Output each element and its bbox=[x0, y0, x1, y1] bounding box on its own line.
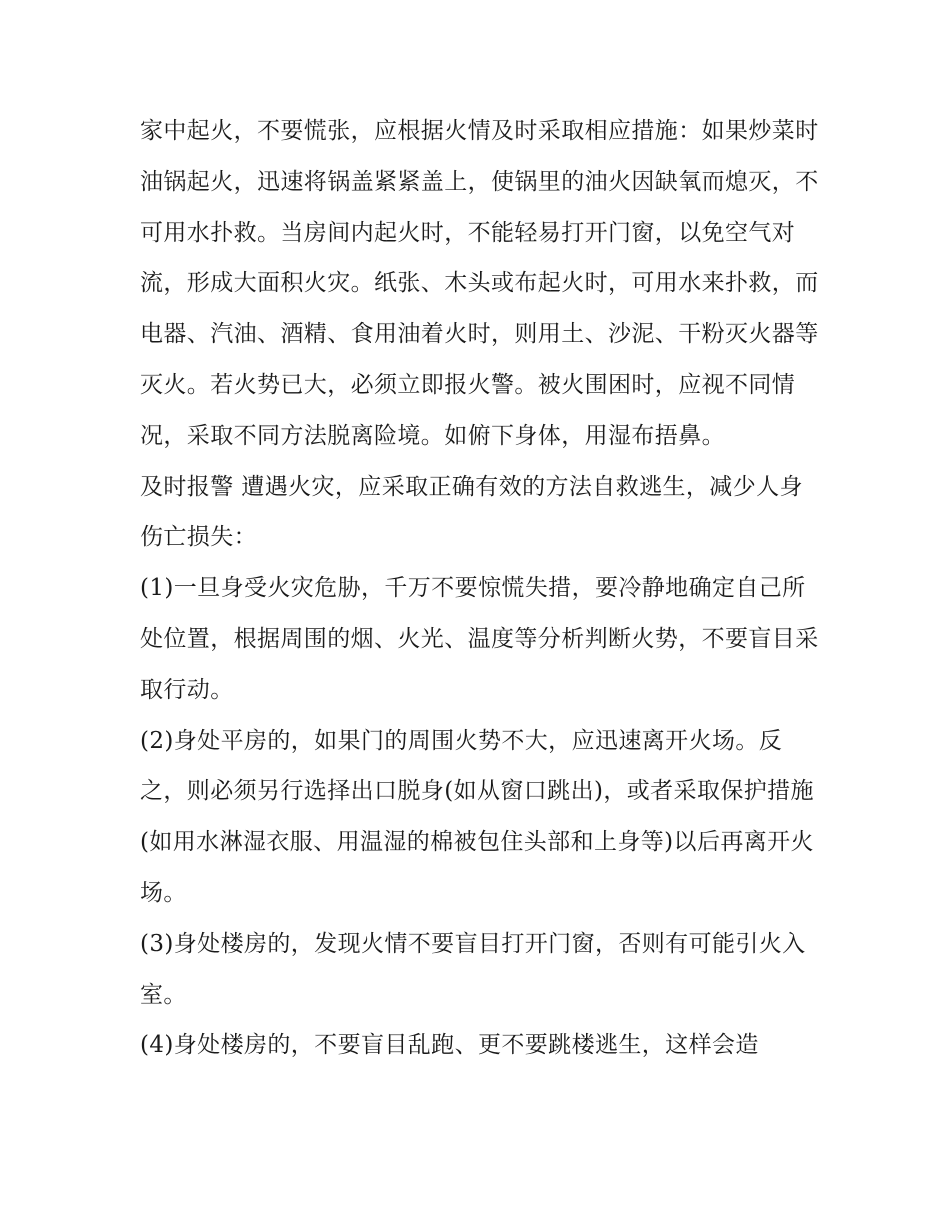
paragraph-item-4: (4)身处楼房的，不要盲目乱跑、更不要跳楼逃生，这样会造 bbox=[140, 1032, 759, 1059]
paragraph-item-1: (1)一旦身受火灾危胁，千万不要惊慌失措，要冷静地确定自己所处位置，根据周围的烟、火光、温度等分析判断火势，不要盲目采取行动。 bbox=[140, 575, 819, 703]
paragraph-item-2: (2)身处平房的，如果门的周围火势不大，应迅速离开火场。反之，则必须另行选择出口脱身(如从窗口跳出)，或者采取保护措施(如用水淋湿衣服、用温湿的棉被包住头部和上身等)以后再离开火场。 bbox=[140, 727, 814, 906]
paragraph-kitchen-fire: 家中起火，不要慌张，应根据火情及时采取相应措施：如果炒菜时油锅起火，迅速将锅盖紧紧盖上，使锅里的油火因缺氧而熄灭，不可用水扑救。当房间内起火时，不能轻易打开门窗，以免空气对流，形成大面积火灾。纸张、木头或布起火时，可用水来扑救，而电器、汽油、酒精、食用油着火时，则用土、沙泥、干粉灭火器等灭火。若火势已大，必须立即报火警。被火围困时，应视不同情况，采取不同方法脱离险境。如俯下身体，用湿布捂鼻。 bbox=[140, 118, 819, 449]
paragraph-report-alarm: 及时报警 遭遇火灾，应采取正确有效的方法自救逃生，减少人身伤亡损失： bbox=[140, 473, 803, 551]
document-page bbox=[140, 106, 820, 1071]
paragraph-item-3: (3)身处楼房的，发现火情不要盲目打开门窗，否则有可能引火入室。 bbox=[140, 930, 806, 1008]
